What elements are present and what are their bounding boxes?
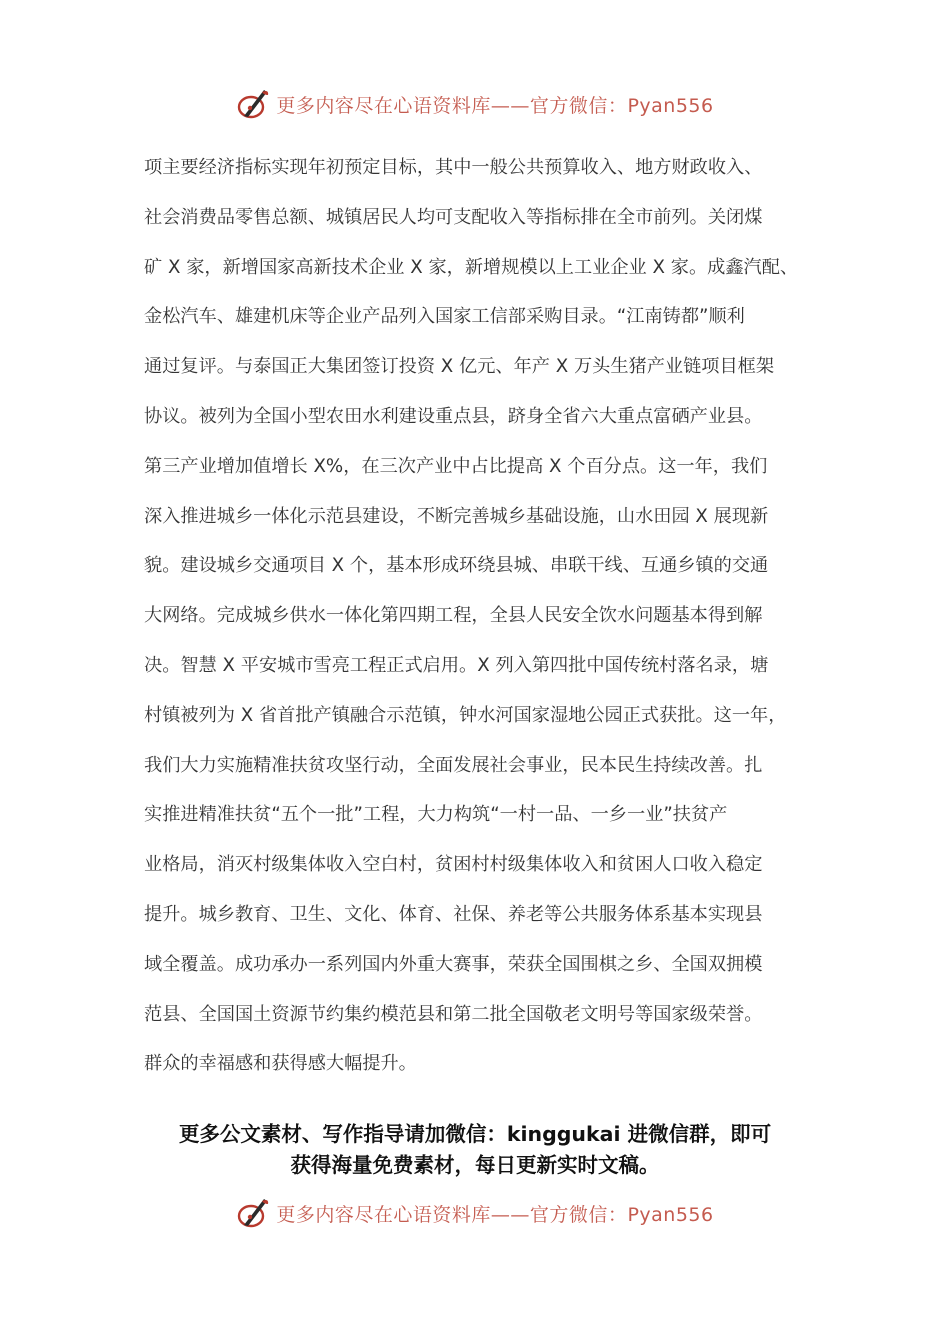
body-line: 金松汽车、雄建机床等企业产品列入国家工信部采购目录。“江南铸都”顺利 [144, 306, 745, 328]
promo-line-1: 更多公文素材、写作指导请加微信：kinggukai 进微信群，即可 [178, 1122, 772, 1146]
body-line: 协议。被列为全国小型农田水利建设重点县，跻身全省六大重点富硒产业县。 [144, 405, 763, 427]
promo-notice [100, 1119, 850, 1181]
banner-text [276, 1200, 713, 1227]
header-banner [0, 84, 950, 124]
body-line: 矿 X 家，新增国家高新技术企业 X 家，新增规模以上工业企业 X 家。成鑫汽配、 [144, 256, 799, 278]
body-line: 通过复评。与泰国正大集团签订投资 X 亿元、年产 X 万头生猪产业链项目框架 [144, 356, 775, 378]
banner-dash: —— [490, 1203, 530, 1226]
quill-logo-icon [236, 86, 272, 122]
body-line: 范县、全国国土资源节约集约模范县和第二批全国敬老文明号等国家级荣誉。 [144, 1003, 763, 1025]
banner-text [276, 91, 713, 118]
banner-wechat-id: Pyan556 [627, 94, 714, 117]
body-line: 大网络。完成城乡供水一体化第四期工程，全县人民安全饮水问题基本得到解 [144, 605, 763, 627]
footer-banner [0, 1193, 950, 1233]
body-line: 社会消费品零售总额、城镇居民人均可支配收入等指标排在全市前列。关闭煤 [144, 206, 763, 228]
body-line: 村镇被列为 X 省首批产镇融合示范镇，钟水河国家湿地公园正式获批。这一年， [144, 704, 787, 726]
banner-title: 更多内容尽在心语资料库 [276, 94, 491, 117]
body-line: 决。智慧 X 平安城市雪亮工程正式启用。X 列入第四批中国传统村落名录，塘 [144, 654, 769, 676]
banner-wechat-id: Pyan556 [627, 1203, 714, 1226]
body-line: 业格局，消灭村级集体收入空白村，贫困村村级集体收入和贫困人口收入稳定 [144, 854, 763, 876]
body-line: 深入推进城乡一体化示范县建设，不断完善城乡基础设施，山水田园 X 展现新 [144, 505, 769, 527]
banner-title: 更多内容尽在心语资料库 [276, 1203, 491, 1226]
body-line: 提升。城乡教育、卫生、文化、体育、社保、养老等公共服务体系基本实现县 [144, 903, 763, 925]
document-body [144, 143, 812, 1089]
body-line: 项主要经济指标实现年初预定目标，其中一般公共预算收入、地方财政收入、 [144, 157, 763, 178]
banner-wechat-label: 官方微信： [529, 1203, 628, 1226]
body-line: 我们大力实施精准扶贫攻坚行动，全面发展社会事业，民本民生持续改善。扎 [144, 754, 763, 776]
body-line: 貌。建设城乡交通项目 X 个，基本形成环绕县城、串联干线、互通乡镇的交通 [144, 555, 769, 577]
body-line: 域全覆盖。成功承办一系列国内外重大赛事，荣获全国围棋之乡、全国双拥模 [144, 953, 763, 975]
promo-line-2: 获得海量免费素材，每日更新实时文稿。 [290, 1153, 660, 1177]
body-line: 群众的幸福感和获得感大幅提升。 [144, 1053, 417, 1075]
quill-logo-icon [236, 1195, 272, 1231]
body-line: 第三产业增加值增长 X%，在三次产业中占比提高 X 个百分点。这一年，我们 [144, 455, 768, 477]
body-line: 实推进精准扶贫“五个一批”工程，大力构筑“一村一品、一乡一业”扶贫产 [144, 804, 728, 826]
banner-wechat-label: 官方微信： [529, 94, 628, 117]
banner-dash: —— [490, 94, 530, 117]
